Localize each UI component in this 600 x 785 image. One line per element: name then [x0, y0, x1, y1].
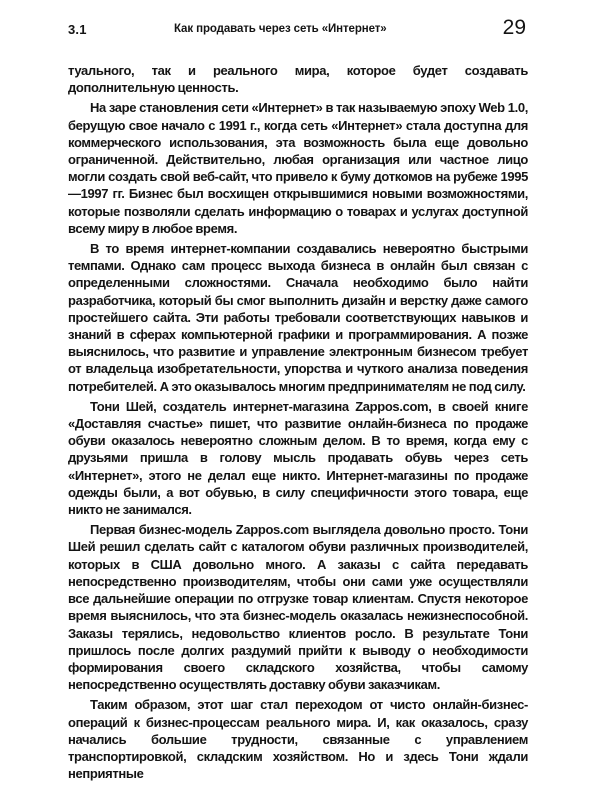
section-number: 3.1 [68, 22, 87, 37]
paragraph-internet-companies: В то время интернет-компании создавались невероятно быстрыми темпами. Однако сам процесс выхода бизнеса в онлайн был связан с определенными сложностями. Сначала необходимо было найти разработчика, который бы смог выполнить дизайн и верстку даже самого простейшего сайта. Эти работы требовали соответствующих навыков и знаний в сферах компьютерной графики и программирования. А позже выяснилось, что развитие и управление электронным бизнесом требует от владельца изобретательности, упорства и чуткого анализа поведения потребителей. А это оказывалось многим предпринимателям не под силу. [68, 241, 528, 394]
body-text [68, 62, 528, 785]
paragraph-continuation: туального, так и реального мира, которое будет создавать дополнительную ценность. [68, 63, 528, 96]
running-header [68, 18, 528, 42]
page-number: 29 [502, 16, 526, 39]
paragraph-tony-hsieh: Тони Шей, создатель интернет-магазина Zappos.com, в своей книге «Доставляя счастье» пишет, что развитие онлайн-бизнеса по продаже обуви оказалось невероятно сложным делом. В то время, когда ему с друзьями пришла в голову мысль продавать обувь через сеть «Интернет», этого не делал еще никто. Интернет-магазины по продаже одежды были, а вот обувью, в силу специфичности этого товара, еще никто не занимался. [68, 398, 528, 518]
paragraph-zappos-business-model: Первая бизнес-модель Zappos.com выглядела довольно просто. Тони Шей решил сделать сайт с каталогом обуви различных производителей, которых в США довольно много. А заказы с сайта передавать непосредственно производителям, чтобы они сами уже осуществляли все дальнейшие операции по отгрузке товар клиентам. Спустя некоторое время выяснилось, что эта бизнес-модель оказалась нежизнеспособной. Заказы терялись, недовольство клиентов росло. В результате Тони пришлось после долгих раздумий прийти к выводу о необходимости формирования своего складского хозяйства, чтобы самому непосредственно осуществлять доставку обуви заказчикам. [68, 522, 528, 693]
paragraph-transition-offline: Таким образом, этот шаг стал переходом от чисто онлайн-бизнес-операций к бизнес-процессам реального мира. И, как оказалось, сразу начались большие трудности, связанные с управлением транспортировкой, складским хозяйством. Но и здесь Тони ждали неприятные [68, 697, 528, 782]
chapter-title: Как продавать через сеть «Интернет» [174, 23, 387, 35]
paragraph-web-1-0: На заре становления сети «Интернет» в так называемую эпоху Web 1.0, берущую свое начало с 1991 г., когда сеть «Интернет» стала доступна для коммерческого использования, эта возможность была еще довольно ограниченной. Действительно, любая организация или частное лицо могли создать свой веб-сайт, что привело к буму доткомов на рубеже 1995—1997 гг. Бизнес был восхищен открывшимися новыми возможностями, которые позволяли сделать информацию о товарах и услугах доступной всему миру в любое время. [68, 100, 528, 236]
